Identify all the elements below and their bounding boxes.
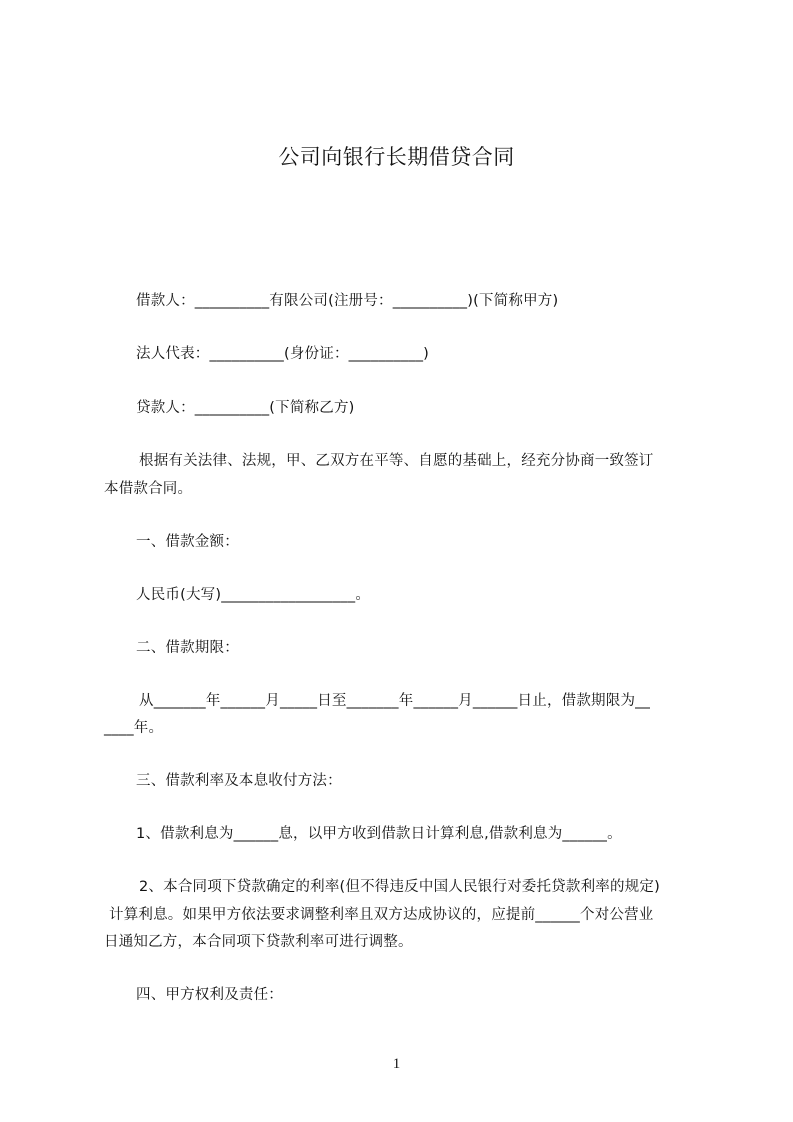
section-4-heading: 四、甲方权利及责任：: [136, 987, 283, 1003]
interest-clause-1: 1、借款利息为______息，以甲方收到借款日计算利息,借款利息为______。: [136, 826, 622, 842]
page-number: 1: [392, 1056, 401, 1072]
loan-term-line-1: 从_______年______月_____日至_______年______月______日止，借款期限为__: [139, 693, 651, 709]
legal-representative-line: 法人代表：__________(身份证：__________): [136, 346, 430, 362]
loan-amount-line: 人民币(大写)__________________。: [136, 587, 371, 603]
loan-term-line-2: ____年。: [104, 720, 164, 736]
lender-line: 贷款人：__________(下简称乙方): [136, 400, 355, 416]
interest-clause-2-line-2: 计算利息。如果甲方依法要求调整利率且双方达成协议的，应提前______个对公营业: [109, 907, 654, 923]
preamble-line-1: 根据有关法律、法规，甲、乙双方在平等、自愿的基础上，经充分协商一致签订: [139, 453, 654, 469]
interest-clause-2-line-3: 日通知乙方，本合同项下贷款利率可进行调整。: [104, 934, 413, 950]
section-2-heading: 二、借款期限：: [136, 640, 239, 656]
preamble-line-2: 本借款合同。: [104, 481, 193, 497]
borrower-line: 借款人：__________有限公司(注册号：__________)(下简称甲方): [136, 293, 559, 309]
section-1-heading: 一、借款金额：: [136, 534, 239, 550]
interest-clause-2-line-1: 2、本合同项下贷款确定的利率(但不得违反中国人民银行对委托贷款利率的规定): [139, 879, 660, 895]
document-title: 公司向银行长期借贷合同: [278, 145, 515, 169]
section-3-heading: 三、借款利率及本息收付方法：: [136, 773, 342, 789]
